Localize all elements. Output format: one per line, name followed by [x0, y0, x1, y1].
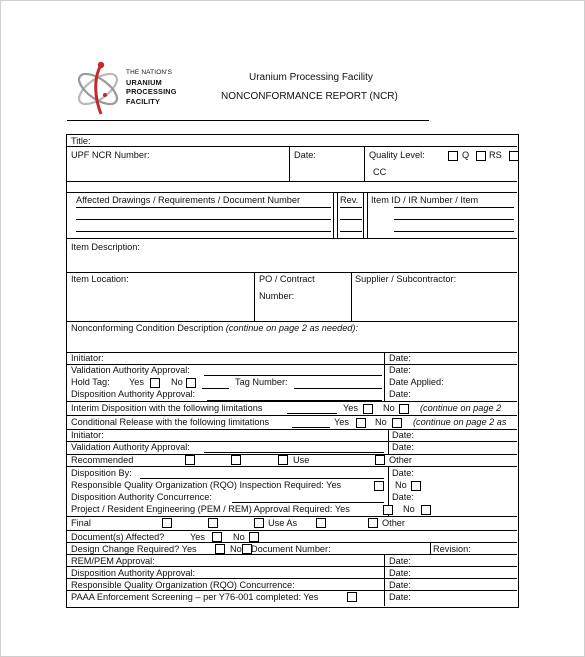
- rev-line[interactable]: [340, 219, 362, 220]
- recommended-checkbox-3[interactable]: [278, 455, 288, 465]
- interim-disposition-label: Interim Disposition with the following limitations: [71, 403, 263, 413]
- recommended-use-label: Use: [293, 455, 310, 465]
- conditional-no-checkbox[interactable]: [392, 418, 402, 428]
- row-divider: [67, 238, 517, 239]
- col-divider: [363, 192, 364, 238]
- documents-affected-no-checkbox[interactable]: [249, 532, 259, 542]
- interim-no-checkbox[interactable]: [399, 404, 409, 414]
- final-label: Final: [71, 518, 91, 528]
- logo-line-processing: PROCESSING: [126, 87, 177, 96]
- documents-affected-no-label: No: [233, 532, 245, 542]
- col-divider: [384, 352, 385, 401]
- row-divider: [67, 352, 517, 353]
- affected-drawings-label: Affected Drawings / Requirements / Document Number: [76, 195, 300, 205]
- item-id-line[interactable]: [394, 219, 514, 220]
- conditional-line[interactable]: [292, 427, 330, 428]
- nonconforming-description-label: [71, 323, 358, 334]
- row-divider: [67, 192, 517, 193]
- design-change-label: Design Change Required? Yes: [71, 544, 197, 554]
- concurrence-date-label: Date:: [392, 492, 414, 502]
- recommended-other-label: Other: [389, 455, 412, 465]
- col-divider: [289, 146, 290, 181]
- hold-tag-line[interactable]: [202, 388, 229, 389]
- paaa-date-label: Date:: [389, 592, 411, 602]
- disposition-authority-label: Disposition Authority Approval:: [71, 389, 196, 399]
- row-divider: [67, 272, 517, 273]
- final-checkbox-3[interactable]: [254, 518, 264, 528]
- conditional-yes-label: Yes: [334, 417, 349, 427]
- revision-label: Revision:: [433, 544, 471, 554]
- disposition-by-label: Disposition By:: [71, 468, 132, 478]
- rem-pem-date-label: Date:: [389, 556, 411, 566]
- validation-authority-label: Validation Authority Approval:: [71, 365, 190, 375]
- logo-line-uranium: URANIUM: [126, 77, 162, 87]
- item-description-label: Item Description:: [71, 242, 140, 252]
- interim-line[interactable]: [287, 413, 337, 414]
- quality-level-label: Quality Level:: [369, 150, 425, 160]
- quality-q-label: Q: [462, 150, 470, 160]
- initiator2-label: Initiator:: [71, 430, 104, 440]
- col-divider: [337, 192, 338, 238]
- title-label: Title:: [71, 136, 91, 146]
- row-divider: [67, 401, 517, 402]
- header-rule: [67, 120, 429, 121]
- quality-cc-checkbox[interactable]: [509, 151, 519, 161]
- ncr-form: [66, 134, 519, 608]
- col-divider: [351, 272, 352, 321]
- quality-rs-label: RS: [489, 150, 502, 160]
- row-divider: [67, 321, 517, 322]
- po-number-label: Number:: [259, 291, 295, 301]
- final-checkbox-1[interactable]: [162, 518, 172, 528]
- hold-tag-no-checkbox[interactable]: [186, 378, 196, 388]
- quality-cc-label: CC: [373, 167, 387, 177]
- col-divider: [430, 542, 431, 554]
- tag-number-label: Tag Number:: [235, 377, 288, 387]
- nonconforming-note: (continue on page 2 as needed):: [225, 323, 359, 333]
- pem-rem-approval-label: Project / Resident Engineering (PEM / REM) Approval Required: Yes: [71, 504, 350, 514]
- validation2-date-label: Date:: [392, 442, 414, 452]
- report-title: NONCONFORMANCE REPORT (NCR): [221, 91, 398, 102]
- col-divider: [364, 146, 365, 181]
- facility-name: Uranium Processing Facility: [249, 72, 373, 83]
- recommended-checkbox-2[interactable]: [231, 455, 241, 465]
- final-other-checkbox[interactable]: [368, 518, 378, 528]
- po-contract-label: PO / Contract: [259, 274, 315, 284]
- documents-affected-yes-label: Yes: [190, 532, 205, 542]
- logo-line-facility: FACILITY: [126, 96, 161, 106]
- row-divider: [67, 415, 517, 416]
- recommended-checkbox-1[interactable]: [185, 455, 195, 465]
- ncr-number-label: UPF NCR Number:: [71, 150, 150, 160]
- date-label: Date:: [294, 150, 316, 160]
- row-divider: [67, 466, 517, 467]
- paaa-screening-label: PAAA Enforcement Screening – per Y76-001 completed: Yes: [71, 592, 319, 602]
- drawing-line[interactable]: [76, 231, 331, 232]
- disposition-line[interactable]: [207, 400, 382, 401]
- item-id-line[interactable]: [394, 207, 514, 208]
- documents-affected-yes-checkbox[interactable]: [212, 532, 222, 542]
- validation2-line[interactable]: [204, 452, 384, 453]
- paaa-yes-checkbox[interactable]: [347, 592, 357, 602]
- drawing-line[interactable]: [76, 207, 331, 208]
- recommended-use-checkbox[interactable]: [375, 455, 385, 465]
- row-divider: [67, 454, 517, 455]
- col-divider: [333, 192, 334, 238]
- document-number-label: Document Number:: [251, 544, 331, 554]
- rev-line[interactable]: [340, 207, 362, 208]
- col-divider: [367, 192, 368, 238]
- item-id-label: Item ID / IR Number / Item: [371, 195, 479, 205]
- conditional-yes-checkbox[interactable]: [356, 418, 366, 428]
- row-divider: [67, 429, 517, 430]
- concurrence-line[interactable]: [232, 502, 384, 503]
- disposition-concurrence-label: Disposition Authority Concurrence:: [71, 492, 212, 502]
- hold-tag-label: Hold Tag:: [71, 377, 110, 387]
- rqo-concurrence-date-label: Date:: [389, 580, 411, 590]
- row-divider: [67, 530, 517, 531]
- design-change-no-label: No: [230, 544, 242, 554]
- disposition2-date-label: Date:: [389, 568, 411, 578]
- row-divider: [67, 146, 517, 147]
- item-location-label: Item Location:: [71, 274, 129, 284]
- initiator2-date-label: Date:: [392, 430, 414, 440]
- col-divider: [254, 272, 255, 321]
- rqo-inspection-yes-checkbox[interactable]: [374, 481, 384, 491]
- pem-rem-yes-checkbox[interactable]: [383, 505, 393, 515]
- pem-rem-no-checkbox[interactable]: [421, 505, 431, 515]
- rqo-inspection-no-checkbox[interactable]: [411, 481, 421, 491]
- conditional-release-label: Conditional Release with the following limitations: [71, 417, 270, 427]
- interim-no-label: No: [383, 403, 395, 413]
- interim-yes-checkbox[interactable]: [363, 404, 373, 414]
- disposition-by-date-label: Date:: [392, 468, 414, 478]
- item-id-line[interactable]: [394, 231, 514, 232]
- logo-tagline: THE NATION'S: [126, 69, 173, 76]
- final-checkbox-2[interactable]: [208, 518, 218, 528]
- disposition-by-line[interactable]: [140, 478, 384, 479]
- interim-continue-note: (continue on page 2: [420, 403, 502, 413]
- final-other-label: Other: [382, 518, 405, 528]
- tag-number-line[interactable]: [294, 388, 382, 389]
- initiator-date-label: Date:: [389, 353, 411, 363]
- rev-line[interactable]: [340, 231, 362, 232]
- documents-affected-label: Document(s) Affected?: [71, 532, 165, 542]
- validation-line[interactable]: [204, 375, 382, 376]
- design-change-yes-checkbox[interactable]: [215, 544, 225, 554]
- hold-tag-yes-label: Yes: [129, 377, 144, 387]
- rqo-concurrence-label: Responsible Quality Organization (RQO) Concurrence:: [71, 580, 295, 590]
- hold-tag-no-label: No: [171, 377, 183, 387]
- validation-authority2-label: Validation Authority Approval:: [71, 442, 190, 452]
- disposition-date-label: Date:: [389, 389, 411, 399]
- final-use-as-label: Use As: [268, 518, 298, 528]
- rev-label: Rev.: [340, 195, 359, 205]
- validation-date-label: Date:: [389, 365, 411, 375]
- row-divider: [67, 516, 517, 517]
- recommended-label: Recommended: [71, 455, 134, 465]
- nonconforming-label-text: Nonconforming Condition Description: [71, 323, 226, 333]
- conditional-no-label: No: [375, 417, 387, 427]
- quality-q-checkbox[interactable]: [448, 151, 458, 161]
- pem-rem-no-label: No: [403, 504, 415, 514]
- col-divider: [384, 554, 385, 606]
- disposition-authority2-label: Disposition Authority Approval:: [71, 568, 196, 578]
- initiator-label: Initiator:: [71, 353, 104, 363]
- final-use-as-checkbox[interactable]: [316, 518, 326, 528]
- supplier-label: Supplier / Subcontractor:: [355, 274, 457, 284]
- row-divider: [67, 181, 517, 182]
- date-applied-label: Date Applied:: [389, 377, 444, 387]
- conditional-continue-note: (continue on page 2 as: [413, 417, 507, 427]
- logo-wordmark: [126, 68, 177, 106]
- rqo-inspection-no-label: No: [395, 480, 407, 490]
- quality-rs-checkbox[interactable]: [476, 151, 486, 161]
- interim-yes-label: Yes: [343, 403, 358, 413]
- rqo-inspection-label: Responsible Quality Organization (RQO) Inspection Required: Yes: [71, 480, 342, 490]
- rem-pem-approval-label: REM/PEM Approval:: [71, 556, 155, 566]
- drawing-line[interactable]: [76, 219, 331, 220]
- hold-tag-yes-checkbox[interactable]: [150, 378, 160, 388]
- document-number-line[interactable]: [337, 554, 429, 555]
